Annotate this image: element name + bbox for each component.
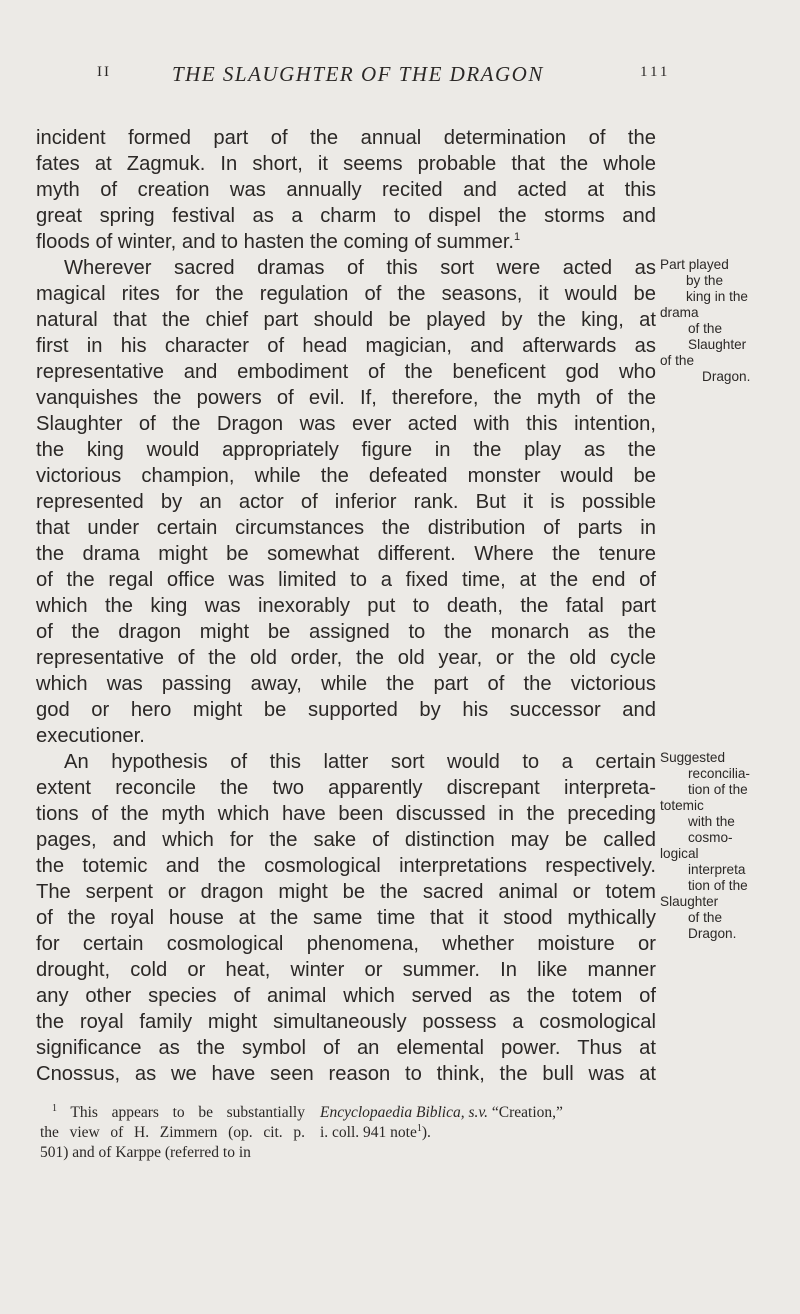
sidenote-line: Dragon. [688,926,737,941]
chapter-number: II [97,64,111,80]
sidenote-line: Suggested [660,750,726,765]
text-line: of the royal house at the same time that it stood mythically [36,907,656,929]
sidenote-line: Slaughter [688,337,747,352]
text-line: which was passing away, while the part of the victorious [36,673,656,695]
text-line: vanquishes the powers of evil. If, therefore, the myth of the [36,387,656,409]
text-line: the totemic and the cosmological interpretations respectively. [36,855,656,877]
sidenote-line: Dragon. [702,369,751,384]
sidenote-line: totemic [660,798,704,813]
marginal-note-part-played [660,257,800,385]
sidenote-line: reconcilia- [688,766,750,781]
sidenote-line: by the [686,273,724,288]
text-segment: floods of winter, and to hasten the coming of summer. [36,231,515,253]
text-line: Wherever sacred dramas of this sort were acted as [64,257,656,279]
sidenote-line: of the [688,321,723,336]
sidenote-line: interpreta [688,862,746,877]
footnote-citation: Encyclopaedia Biblica, s.v. [320,1104,489,1121]
text-line: significance as the symbol of an elemental power. Thus at [36,1037,656,1059]
text-line: representative and embodiment of the beneficent god who [36,361,656,383]
text-line: magical rites for the regulation of the seasons, it would be [36,283,656,305]
text-line-with-footnote [36,229,656,255]
text-line: fates at Zagmuk. In short, it seems probable that the whole [36,153,656,175]
text-line: natural that the chief part should be played by the king, at [36,309,656,331]
footnote-line: the view of H. Zimmern (op. cit. p. [40,1124,305,1141]
text-line: for certain cosmological phenomena, whether moisture or [36,933,656,955]
text-line: extent reconcile the two apparently discrepant interpreta- [36,777,656,799]
sidenote-line: tion of the [688,782,748,797]
page-number: 111 [640,64,671,80]
text-line: pages, and which for the sake of distinction may be called [36,829,656,851]
text-line: represented by an actor of inferior rank. But it is possible [36,491,656,513]
sidenote-line: with the [688,814,735,829]
body-text [36,125,656,1087]
text-line: Cnossus, as we have seen reason to think, the bull was at [36,1063,656,1085]
running-head [0,62,800,92]
text-line: first in his character of head magician, and afterwards as [36,335,656,357]
text-line: victorious champion, while the defeated monster would be [36,465,656,487]
sidenote-line: of the [660,353,695,368]
text-line: great spring festival as a charm to dispel the storms and [36,205,656,227]
text-line: that under certain circumstances the distribution of parts in [36,517,656,539]
text-line: An hypothesis of this latter sort would to a certain [64,751,656,773]
footnote-ref: 1 [514,231,521,243]
sidenote-line: Part played [660,257,729,272]
footnote-line: 501) and of Karppe (referred to in [40,1144,251,1161]
text-line: drought, cold or heat, winter or summer. In like manner [36,959,656,981]
text-line: the drama might be somewhat different. Where the tenure [36,543,656,565]
text-line: which the king was inexorably put to death, the fatal part [36,595,656,617]
footnote-sup: 1 [416,1123,422,1134]
sidenote-line: tion of the [688,878,748,893]
text-line: The serpent or dragon might be the sacred animal or totem [36,881,656,903]
sidenote-line: king in the [686,289,748,304]
footnote-line [320,1123,770,1143]
footnote-text: i. coll. 941 note [320,1124,417,1141]
sidenote-line: Slaughter [660,894,719,909]
text-line: tions of the myth which have been discussed in the preceding [36,803,656,825]
text-line: god or hero might be supported by his successor and [36,699,656,721]
footnote-marker: 1 [52,1103,57,1114]
text-line: executioner. [36,725,145,747]
footnote-text: This appears to be substantially [70,1104,305,1121]
footnote-column-left [40,1103,305,1163]
text-line: Slaughter of the Dragon was ever acted with this intention, [36,413,656,435]
sidenote-line: drama [660,305,699,320]
text-line: incident formed part of the annual determination of the [36,127,656,149]
footnote-line [40,1103,305,1123]
footnote-text: ). [421,1124,431,1141]
text-line: of the regal office was limited to a fixed time, at the end of [36,569,656,591]
marginal-note-suggested-reconciliation [660,750,800,942]
sidenote-line: of the [688,910,723,925]
footnote-line [320,1103,770,1123]
sidenote-line: cosmo- [688,830,733,845]
text-line: of the dragon might be assigned to the monarch as the [36,621,656,643]
footnote-text: “Creation,” [491,1104,563,1121]
running-title: THE SLAUGHTER OF THE DRAGON [172,62,544,86]
text-line: representative of the old order, the old year, or the old cycle [36,647,656,669]
text-line: myth of creation was annually recited and acted at this [36,179,656,201]
footnote-column-right [320,1103,770,1143]
text-line: the royal family might simultaneously possess a cosmological [36,1011,656,1033]
sidenote-line: logical [660,846,699,861]
text-line: the king would appropriately figure in the play as the [36,439,656,461]
text-line: any other species of animal which served as the totem of [36,985,656,1007]
